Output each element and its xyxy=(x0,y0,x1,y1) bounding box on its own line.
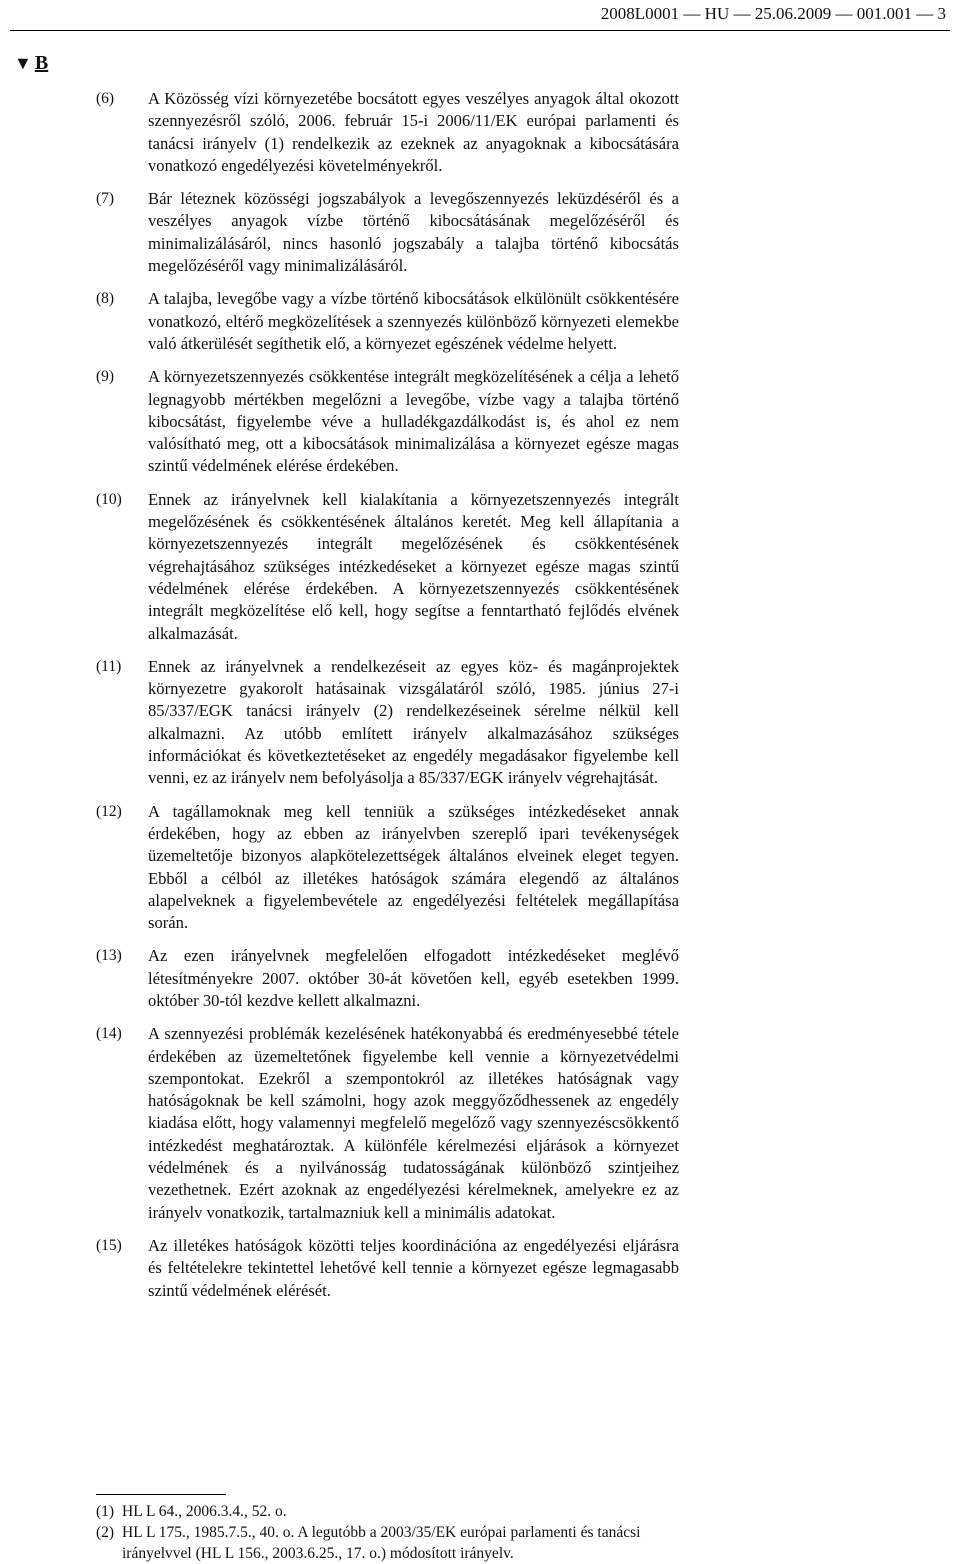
recitals xyxy=(0,88,960,1313)
footnote-2 xyxy=(0,1522,960,1564)
version-marker xyxy=(14,50,48,76)
recital-text: Bár léteznek közösségi jogszabályok a levegőszennyezés leküzdéséről és a veszélyes anyagok vízbe történő kibocsátásának megelőzéséről és minimalizálásáról, nincs hasonló jogszabály a talajba történő kibocsátás megelőzéséről vagy minimalizálásáról. xyxy=(148,189,679,276)
recital-8 xyxy=(0,288,960,355)
recital-number: (12) xyxy=(96,802,122,820)
recital-number: (13) xyxy=(96,947,122,965)
version-marker-letter[interactable]: B xyxy=(34,52,49,74)
footnote-number: (2) xyxy=(96,1524,115,1541)
recital-14 xyxy=(0,1023,960,1224)
recital-number: (14) xyxy=(96,1025,122,1043)
recital-text: Ennek az irányelvnek a rendelkezéseit az egyes köz- és magánprojektek környezetre gyakorolt hatásainak vizsgálatáról szóló, 1985. június 27-i 85/337/EGK tanácsi irányelv (2) rendelkezéseinek sérelme nélkül kell alkalmazni. Az utóbb említett irányelv alkalmazásához szükséges információkat és következtetéseket az engedély megadásakor figyelembe kell venni, ez az irányelv nem befolyásolja a 85/337/EGK irányelv végrehajtását. xyxy=(148,656,679,788)
footnote-text: HL L 64., 2006.3.4., 52. o. xyxy=(122,1503,287,1520)
recital-number: (9) xyxy=(96,368,115,386)
recital-text: A környezetszennyezés csökkentése integrált megközelítésének a célja a lehető legnagyobb mértékben megelőzni a levegőbe, vízbe vagy a talajba történő kibocsátást, figyelembe véve a hulladékgazdálkodást is, és ahol ez nem valósítható meg, ott a kibocsátások minimalizálása a környezet egésze magas szintű védelmének elérése érdekében. xyxy=(148,367,679,476)
recital-text: A Közösség vízi környezetébe bocsátott egyes veszélyes anyagok által okozott szennyezésről szóló, 2006. február 15-i 2006/11/EK európai parlamenti és tanácsi irányelv (1) rendelkezik az ezeknek az anyagoknak a kibocsátására vonatkozó engedélyezési követelményekről. xyxy=(148,89,679,175)
recital-7 xyxy=(0,188,960,277)
recital-number: (10) xyxy=(96,490,122,508)
recital-11 xyxy=(0,656,960,790)
recital-text: Ennek az irányelvnek kell kialakítania a környezetszennyezés integrált megelőzésének és csökkentésének általános keretét. Meg kell állapítania a környezetszennyezés integrált megelőzésének és csökkentésének végrehajtásához szükséges intézkedéseket a környezet egésze magas szintű védelmének elérése érdekében. A környezetszennyezés csökkentésének integrált megközelítése elő kell, hogy segítse a fenntartható fejlődés elvének alkalmazását. xyxy=(148,489,679,643)
footnote-text: HL L 175., 1985.7.5., 40. o. A legutóbb a 2003/35/EK európai parlamenti és tanácsi irányelvvel (HL L 156., 2003.6.25., 17. o.) módosított irányelv. xyxy=(122,1524,641,1562)
footnotes xyxy=(0,1501,960,1564)
header-rule xyxy=(10,30,950,31)
recital-number: (11) xyxy=(96,657,122,675)
recital-text: A tagállamoknak meg kell tenniük a szükséges intézkedéseket annak érdekében, hogy az ebben az irányelvben szereplő ipari tevékenységek üzemeltetője bizonyos alapkötelezettségek általános elveinek eleget tegyen. Ebből a célból az illetékes hatóságok számára elegendő az általános alapelveknek a figyelembevétele az engedélyezési feltételek megállapítása során. xyxy=(148,801,679,933)
recital-10 xyxy=(0,489,960,645)
recital-number: (6) xyxy=(96,90,115,107)
recital-text: A szennyezési problémák kezelésének hatékonyabbá és eredményesebbé tétele érdekében az üzemeltetőnek figyelembe kell vennie a környezetvédelmi szempontokat. Ezekről a szempontokról az illetékes hatóságnak vagy hatóságoknak be kell számolni, hogy azok meggyőződhessenek az engedély kiadása előtt, hogy valamennyi megfelelő megelőző vagy szennyezéscsökkentő intézkedést meghatároztak. A különféle kérelmezési eljárások a környezet védelmének és a nyilvánosság tudatosságának különböző szintjeihez vezethetnek. Ezért azoknak az engedélyezési kérelmeknek, amelyekre ez az irányelv vonatkozik, tartalmazniuk kell a minimális adatokat. xyxy=(148,1024,679,1222)
recital-number: (15) xyxy=(96,1236,122,1254)
page-header: 2008L0001 — HU — 25.06.2009 — 001.001 — 3 xyxy=(600,4,946,23)
recital-9 xyxy=(0,366,960,477)
recital-13 xyxy=(0,945,960,1012)
footnote-1 xyxy=(0,1501,960,1522)
recital-12 xyxy=(0,801,960,935)
footnote-number: (1) xyxy=(96,1503,115,1520)
black-down-triangle-icon: ▼ xyxy=(14,53,32,73)
recital-number: (8) xyxy=(96,290,115,308)
recital-6 xyxy=(0,88,960,177)
recital-text: Az illetékes hatóságok közötti teljes koordinációna az engedélyezési eljárásra és feltételekre tekintettel lehetővé kell tennie a környezet egésze legmagasabb szintű védelmének elérését. xyxy=(148,1235,679,1300)
recital-text: Az ezen irányelvnek megfelelően elfogadott intézkedéseket meglévő létesítményekre 2007. október 30-át követően kell, egyéb esetekben 1999. október 30-tól kezdve kellett alkalmazni. xyxy=(148,946,679,1010)
footnote-rule xyxy=(96,1494,226,1495)
recital-number: (7) xyxy=(96,190,115,208)
recital-text: A talajba, levegőbe vagy a vízbe történő kibocsátások elkülönült csökkentésére vonatkozó, eltérő megközelítések a szennyezés különböző környezeti elemekbe való átkerülését segíthetik elő, a környezet egészének védelme helyett. xyxy=(148,289,679,353)
recital-15 xyxy=(0,1235,960,1302)
